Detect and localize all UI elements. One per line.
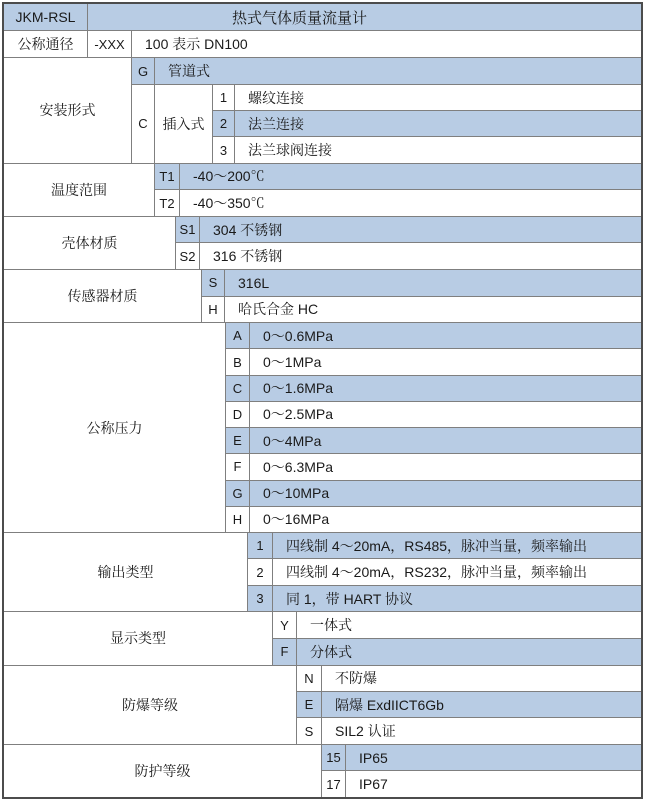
table-title: 热式气体质量流量计	[231, 9, 367, 27]
option-desc: 一体式	[310, 617, 352, 634]
option-code: N	[297, 666, 322, 691]
option-row	[297, 717, 641, 743]
option-code: S2	[176, 243, 200, 269]
option-row	[226, 375, 641, 401]
option-desc: 不防爆	[335, 670, 377, 687]
option-code: 3	[213, 137, 235, 162]
option-desc: 四线制 4～20mA，RS485，脉冲当量，频率输出	[286, 537, 588, 554]
option-row	[226, 506, 641, 532]
option-desc: 隔爆 ExdIICT6Gb	[335, 696, 444, 713]
option-code: F	[226, 454, 250, 479]
option-row	[226, 453, 641, 479]
option-code: 3	[248, 586, 273, 611]
option-row	[155, 189, 641, 216]
option-desc: 管道式	[168, 63, 210, 80]
section-label: 防护等级	[4, 745, 322, 797]
section-label: 壳体材质	[4, 217, 176, 269]
option-row	[202, 296, 641, 323]
option-code: E	[297, 692, 322, 717]
option-code: H	[226, 507, 250, 532]
option-row	[248, 533, 641, 558]
option-desc: 螺纹连接	[248, 89, 304, 106]
option-code: 2	[213, 111, 235, 136]
option-row	[226, 323, 641, 348]
option-row	[322, 770, 641, 797]
section-label: 输出类型	[4, 533, 248, 611]
option-desc: 100 表示 DN100	[145, 36, 248, 53]
option-desc: 哈氏合金 HC	[238, 301, 319, 318]
option-code: A	[226, 323, 250, 348]
option-code: G	[132, 58, 155, 84]
option-row	[155, 164, 641, 190]
option-desc: IP65	[359, 749, 388, 766]
option-desc: SIL2 认证	[335, 723, 396, 740]
option-row	[213, 110, 641, 136]
section-label: 传感器材质	[4, 270, 202, 322]
option-row	[176, 217, 641, 243]
option-desc: 0～16MPa	[263, 511, 330, 528]
option-row	[297, 691, 641, 717]
option-code: 1	[213, 85, 235, 110]
option-code: 2	[248, 559, 273, 584]
option-row-insertion-group	[132, 84, 641, 163]
option-code: 17	[322, 771, 346, 797]
section-temperature-range	[4, 163, 641, 216]
section-nominal-pressure	[4, 322, 641, 532]
option-desc: 同 1，带 HART 协议	[286, 590, 414, 607]
option-row	[226, 401, 641, 427]
section-display-type	[4, 611, 641, 664]
option-desc: 316L	[238, 274, 270, 291]
option-desc: 0～0.6MPa	[263, 327, 334, 344]
option-row	[297, 666, 641, 691]
option-code: -XXX	[88, 31, 132, 57]
option-code: Y	[273, 612, 297, 638]
option-desc: 304 不锈钢	[213, 221, 283, 238]
section-label: 公称压力	[4, 323, 226, 532]
option-desc: -40～200℃	[193, 168, 265, 185]
option-desc: IP67	[359, 776, 388, 793]
option-code: E	[226, 428, 250, 453]
section-label: 显示类型	[4, 612, 273, 664]
option-desc: -40～350℃	[193, 195, 265, 211]
option-code: S	[297, 718, 322, 743]
section-label: 防爆等级	[4, 666, 297, 744]
section-sensor-material	[4, 269, 641, 322]
ordering-code-table	[2, 2, 643, 799]
option-row	[273, 612, 641, 638]
option-desc: 0～10MPa	[263, 485, 330, 502]
option-row	[226, 348, 641, 374]
section-explosion-proof-rating	[4, 665, 641, 744]
option-desc: 0～4MPa	[263, 432, 322, 449]
option-row	[213, 85, 641, 110]
option-desc: 法兰连接	[248, 115, 304, 132]
option-row	[88, 31, 641, 57]
option-code: H	[202, 297, 225, 323]
option-code: G	[226, 481, 250, 506]
option-desc: 0～1MPa	[263, 354, 322, 371]
option-code: S	[202, 270, 225, 296]
option-row	[226, 427, 641, 453]
option-code: C	[226, 376, 250, 401]
option-desc: 316 不锈钢	[213, 248, 283, 265]
section-protection-rating	[4, 744, 641, 797]
option-code: S1	[176, 217, 200, 243]
option-desc: 四线制 4～20mA，RS232，脉冲当量，频率输出	[286, 564, 588, 581]
option-row	[248, 585, 641, 611]
option-row	[132, 58, 641, 84]
section-nominal-diameter	[4, 30, 641, 57]
option-desc: 0～1.6MPa	[263, 380, 334, 397]
option-desc: 分体式	[310, 643, 352, 660]
option-desc: 0～2.5MPa	[263, 406, 334, 423]
section-installation-type	[4, 57, 641, 162]
sub-group-label: 插入式	[155, 85, 213, 163]
option-row	[176, 242, 641, 269]
option-code: D	[226, 402, 250, 427]
table-header-row	[4, 4, 641, 30]
option-row	[273, 638, 641, 665]
option-code: B	[226, 349, 250, 374]
option-code: 1	[248, 533, 273, 558]
option-code: 15	[322, 745, 346, 771]
section-label: 安装形式	[4, 58, 132, 162]
option-code: T2	[155, 190, 180, 216]
option-code: F	[273, 639, 297, 665]
section-label: 温度范围	[4, 164, 155, 216]
option-desc: 0～6.3MPa	[263, 458, 334, 475]
section-housing-material	[4, 216, 641, 269]
option-row	[322, 745, 641, 771]
option-desc: 法兰球阀连接	[248, 142, 332, 159]
option-row	[226, 480, 641, 506]
option-row	[202, 270, 641, 296]
option-code: C	[132, 85, 155, 163]
section-label: 公称通径	[4, 31, 88, 57]
option-code: T1	[155, 164, 180, 190]
option-row	[248, 558, 641, 584]
option-row	[213, 136, 641, 162]
section-output-type	[4, 532, 641, 611]
model-code: JKM-RSL	[4, 4, 88, 30]
